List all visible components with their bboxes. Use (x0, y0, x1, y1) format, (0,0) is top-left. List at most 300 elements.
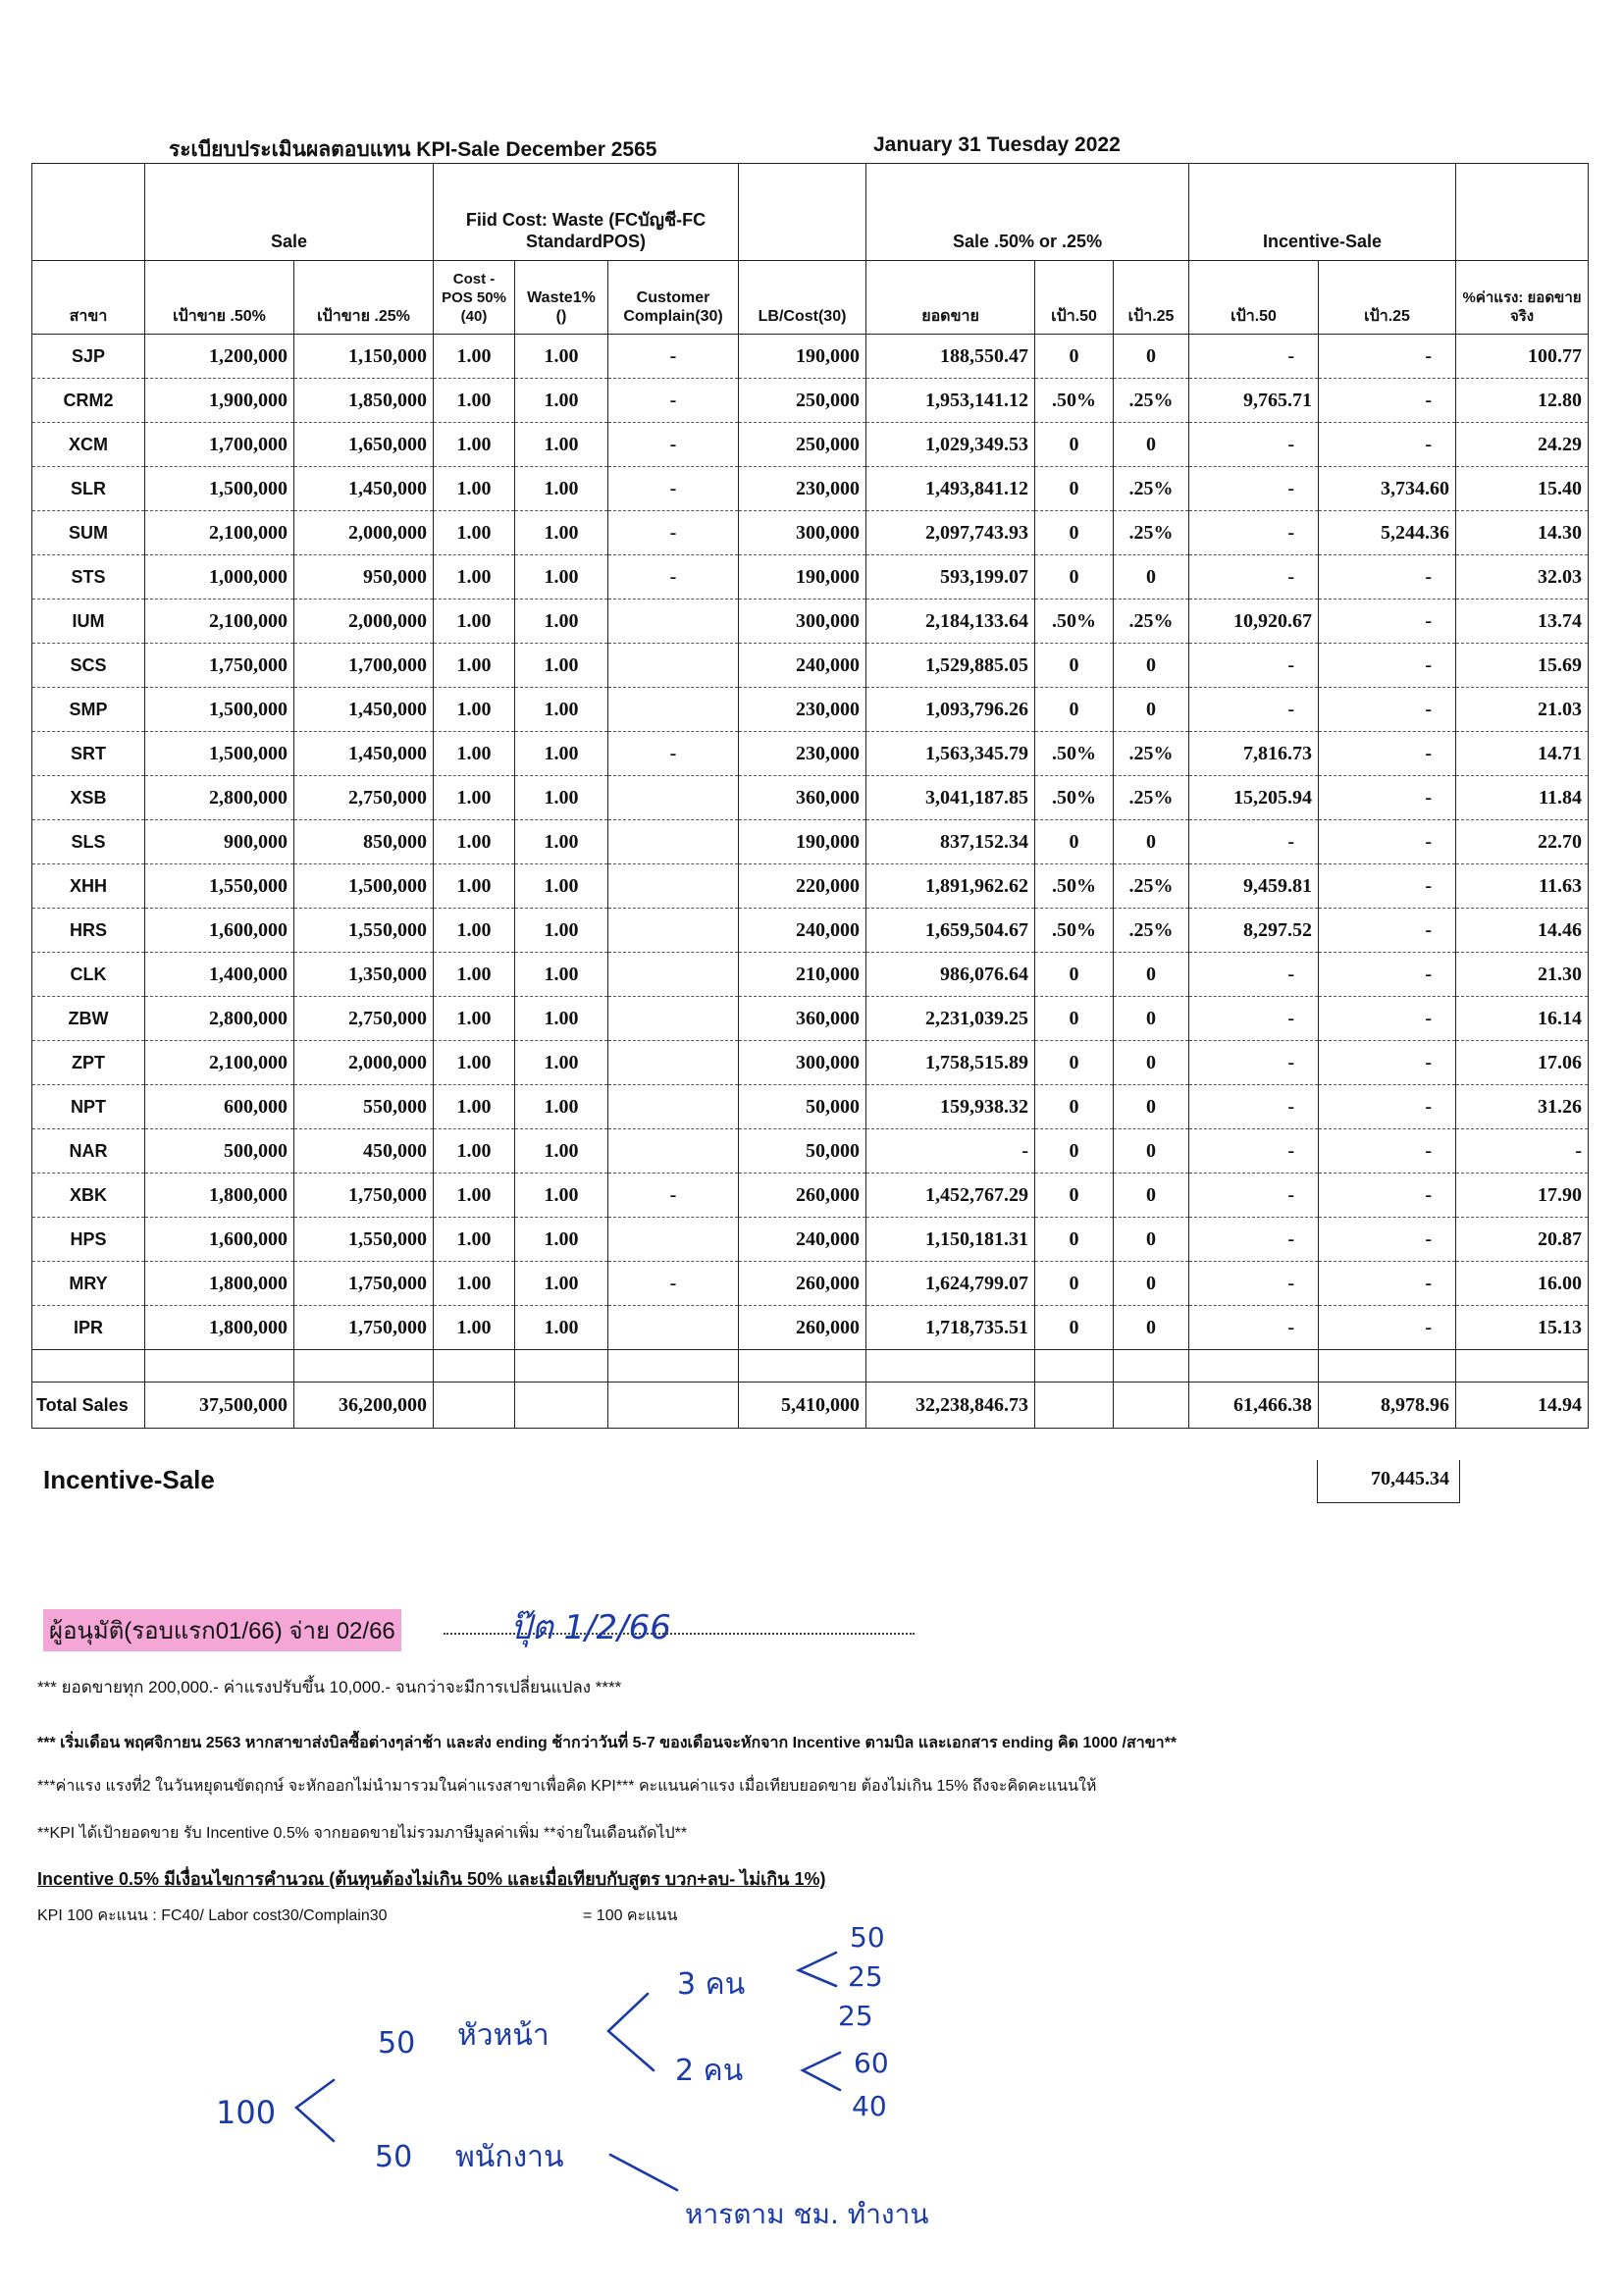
cell-p25: .25% (1114, 467, 1189, 511)
cell-inc50: 15,205.94 (1189, 776, 1319, 820)
hw-v25b: 25 (838, 2000, 873, 2032)
cell-target50: 1,500,000 (145, 732, 294, 776)
cell-p25: .25% (1114, 864, 1189, 909)
cell-complain (608, 997, 739, 1041)
cell-target50: 1,550,000 (145, 864, 294, 909)
cell-branch: IUM (32, 600, 145, 644)
cell-complain (608, 600, 739, 644)
cell-p50: 0 (1035, 997, 1114, 1041)
cell-waste: 1.00 (515, 776, 608, 820)
cell-target25: 1,450,000 (294, 732, 434, 776)
cell-labor-pct: 17.06 (1456, 1041, 1589, 1085)
cell-sales: 1,659,504.67 (866, 909, 1035, 953)
cell-labor-pct: 15.69 (1456, 644, 1589, 688)
table-row (32, 1129, 1589, 1174)
total-labor-pct: 14.94 (1456, 1383, 1589, 1429)
approval-label: ผู้อนุมัติ(รอบแรก01/66) จ่าย 02/66 (43, 1609, 401, 1651)
cell-branch: XCM (32, 423, 145, 467)
table-row (32, 1218, 1589, 1262)
cell-target50: 500,000 (145, 1129, 294, 1174)
cell-sales: 1,093,796.26 (866, 688, 1035, 732)
cell-p50: 0 (1035, 423, 1114, 467)
cell-cost-pos: 1.00 (434, 335, 515, 379)
cell-target25: 1,850,000 (294, 379, 434, 423)
cell-waste: 1.00 (515, 1041, 608, 1085)
table-row (32, 467, 1589, 511)
cell-target50: 1,800,000 (145, 1262, 294, 1306)
col-header-waste: Waste1% () (515, 261, 608, 335)
blank-row (32, 1350, 1589, 1383)
cell-p50: 0 (1035, 1262, 1114, 1306)
cell-inc25: - (1319, 997, 1456, 1041)
incentive-sale-label: Incentive-Sale (43, 1465, 215, 1494)
group-header-sale: Sale (145, 164, 434, 261)
cell-complain (608, 953, 739, 997)
cell-branch: IPR (32, 1306, 145, 1350)
cell-cost-pos: 1.00 (434, 776, 515, 820)
cell-target25: 850,000 (294, 820, 434, 864)
cell-labor-pct: 21.03 (1456, 688, 1589, 732)
cell-waste: 1.00 (515, 688, 608, 732)
cell-labor-pct: 16.14 (1456, 997, 1589, 1041)
cell-waste: 1.00 (515, 600, 608, 644)
cell-sales: 2,097,743.93 (866, 511, 1035, 555)
cell-sales: 2,231,039.25 (866, 997, 1035, 1041)
cell-lbcost: 50,000 (739, 1129, 866, 1174)
cell-inc50: - (1189, 1218, 1319, 1262)
cell-target50: 900,000 (145, 820, 294, 864)
cell-complain (608, 820, 739, 864)
total-sales: 32,238,846.73 (866, 1383, 1035, 1429)
cell-p25: 0 (1114, 1218, 1189, 1262)
cell-inc50: - (1189, 820, 1319, 864)
cell-target25: 1,150,000 (294, 335, 434, 379)
cell-target25: 1,500,000 (294, 864, 434, 909)
cell-p25: .25% (1114, 909, 1189, 953)
cell-cost-pos: 1.00 (434, 1262, 515, 1306)
cell-cost-pos: 1.00 (434, 467, 515, 511)
cell-lbcost: 240,000 (739, 909, 866, 953)
cell-branch: SJP (32, 335, 145, 379)
hw-two: 2 คน (675, 2054, 744, 2088)
hw-staff: พนักงาน (455, 2140, 564, 2174)
cell-lbcost: 300,000 (739, 511, 866, 555)
cell-lbcost: 230,000 (739, 732, 866, 776)
cell-inc25: - (1319, 644, 1456, 688)
cell-waste: 1.00 (515, 1262, 608, 1306)
total-label: Total Sales (32, 1383, 145, 1429)
cell-lbcost: 260,000 (739, 1174, 866, 1218)
cell-target25: 450,000 (294, 1129, 434, 1174)
hw-branch-head (608, 1994, 654, 2070)
cell-target50: 1,200,000 (145, 335, 294, 379)
hw-three: 3 คน (677, 1967, 746, 2002)
cell-complain (608, 909, 739, 953)
cell-inc50: - (1189, 335, 1319, 379)
cell-cost-pos: 1.00 (434, 600, 515, 644)
cell-inc50: - (1189, 644, 1319, 688)
total-target50: 37,500,000 (145, 1383, 294, 1429)
cell-inc50: - (1189, 1174, 1319, 1218)
total-row (32, 1383, 1589, 1429)
cell-p25: 0 (1114, 953, 1189, 997)
cell-lbcost: 240,000 (739, 644, 866, 688)
table-row (32, 953, 1589, 997)
cell-inc25: - (1319, 600, 1456, 644)
cell-labor-pct: 20.87 (1456, 1218, 1589, 1262)
cell-labor-pct: 14.71 (1456, 732, 1589, 776)
group-header-food-cost: Fiid Cost: Waste (FCบัญชี-FC StandardPOS) (434, 164, 739, 261)
cell-sales: 1,150,181.31 (866, 1218, 1035, 1262)
cell-sales: 837,152.34 (866, 820, 1035, 864)
note-2: *** เริ่มเดือน พฤศจิกายน 2563 หากสาขาส่งบิลซื้อต่างๆล่าช้า และส่ง ending ช้ากว่าวันที่ 5-7 ของเดือนจะหักจาก Incentive ตามบิล และเอกสาร ending คิด 1000 /สาขา** (37, 1735, 1178, 1751)
cell-p50: .50% (1035, 909, 1114, 953)
cell-target50: 1,400,000 (145, 953, 294, 997)
col-header-branch: สาขา (32, 261, 145, 335)
cell-target50: 2,100,000 (145, 511, 294, 555)
cell-cost-pos: 1.00 (434, 1129, 515, 1174)
cell-target50: 1,000,000 (145, 555, 294, 600)
total-target25: 36,200,000 (294, 1383, 434, 1429)
cell-lbcost: 250,000 (739, 379, 866, 423)
cell-lbcost: 260,000 (739, 1262, 866, 1306)
cell-labor-pct: 15.40 (1456, 467, 1589, 511)
cell-sales: 593,199.07 (866, 555, 1035, 600)
cell-branch: NAR (32, 1129, 145, 1174)
table-row (32, 423, 1589, 467)
cell-p25: 0 (1114, 644, 1189, 688)
cell-waste: 1.00 (515, 864, 608, 909)
cell-target50: 1,600,000 (145, 909, 294, 953)
cell-waste: 1.00 (515, 732, 608, 776)
cell-inc50: 8,297.52 (1189, 909, 1319, 953)
col-header-complain: Customer Complain(30) (608, 261, 739, 335)
cell-waste: 1.00 (515, 1085, 608, 1129)
cell-p50: 0 (1035, 1129, 1114, 1174)
cell-cost-pos: 1.00 (434, 864, 515, 909)
cell-sales: 1,758,515.89 (866, 1041, 1035, 1085)
cell-inc25: - (1319, 1174, 1456, 1218)
cell-complain (608, 644, 739, 688)
cell-target50: 1,750,000 (145, 644, 294, 688)
cell-labor-pct: 21.30 (1456, 953, 1589, 997)
cell-lbcost: 300,000 (739, 600, 866, 644)
cell-p50: 0 (1035, 1174, 1114, 1218)
cell-target50: 1,600,000 (145, 1218, 294, 1262)
cell-labor-pct: 13.74 (1456, 600, 1589, 644)
cell-sales: 159,938.32 (866, 1085, 1035, 1129)
cell-sales: 986,076.64 (866, 953, 1035, 997)
cell-branch: XBK (32, 1174, 145, 1218)
cell-target25: 1,350,000 (294, 953, 434, 997)
cell-waste: 1.00 (515, 820, 608, 864)
cell-target50: 1,500,000 (145, 467, 294, 511)
cell-waste: 1.00 (515, 335, 608, 379)
cell-complain: - (608, 379, 739, 423)
table-row (32, 379, 1589, 423)
cell-inc50: - (1189, 1262, 1319, 1306)
cell-inc25: - (1319, 1306, 1456, 1350)
cell-inc25: - (1319, 688, 1456, 732)
cell-branch: CRM2 (32, 379, 145, 423)
cell-target25: 2,750,000 (294, 997, 434, 1041)
cell-branch: ZPT (32, 1041, 145, 1085)
cell-branch: SLR (32, 467, 145, 511)
table-row (32, 600, 1589, 644)
cell-target25: 1,750,000 (294, 1306, 434, 1350)
cell-waste: 1.00 (515, 953, 608, 997)
cell-cost-pos: 1.00 (434, 1041, 515, 1085)
cell-inc50: - (1189, 1085, 1319, 1129)
cell-p25: .25% (1114, 379, 1189, 423)
hw-arrow-split (610, 2155, 677, 2190)
cell-labor-pct: - (1456, 1129, 1589, 1174)
cell-sales: 1,029,349.53 (866, 423, 1035, 467)
cell-complain: - (608, 1262, 739, 1306)
cell-labor-pct: 14.30 (1456, 511, 1589, 555)
cell-lbcost: 190,000 (739, 820, 866, 864)
total-inc25: 8,978.96 (1319, 1383, 1456, 1429)
col-header-target50: เป้าขาย .50% (145, 261, 294, 335)
cell-p25: .25% (1114, 732, 1189, 776)
cell-complain (608, 1041, 739, 1085)
note-4: **KPI ได้เป้ายอดขาย รับ Incentive 0.5% จากยอดขายไม่รวมภาษีมูลค่าเพิ่ม **จ่ายในเดือนถัดไป** (37, 1825, 688, 1842)
table-row (32, 820, 1589, 864)
cell-waste: 1.00 (515, 379, 608, 423)
cell-target25: 1,550,000 (294, 909, 434, 953)
cell-labor-pct: 15.13 (1456, 1306, 1589, 1350)
cell-inc25: - (1319, 1262, 1456, 1306)
hw-50-staff: 50 (375, 2140, 413, 2174)
table-row (32, 335, 1589, 379)
table-row (32, 909, 1589, 953)
report-date: January 31 Tuesday 2022 (873, 133, 1121, 156)
cell-sales: 1,529,885.05 (866, 644, 1035, 688)
table-row (32, 1085, 1589, 1129)
cell-complain: - (608, 1174, 739, 1218)
cell-complain: - (608, 423, 739, 467)
cell-lbcost: 230,000 (739, 688, 866, 732)
handwritten-signature: ปุ๊ต 1/2/66 (510, 1608, 671, 1647)
cell-target25: 1,450,000 (294, 467, 434, 511)
cell-inc50: - (1189, 953, 1319, 997)
cell-branch: HRS (32, 909, 145, 953)
col-header-target25: เป้าขาย .25% (294, 261, 434, 335)
cell-inc50: - (1189, 1041, 1319, 1085)
kpi-table (31, 163, 1589, 1429)
cell-p50: 0 (1035, 1306, 1114, 1350)
cell-target50: 2,800,000 (145, 776, 294, 820)
cell-target50: 2,800,000 (145, 997, 294, 1041)
cell-inc25: - (1319, 864, 1456, 909)
cell-p50: .50% (1035, 379, 1114, 423)
signature-line (444, 1617, 915, 1635)
cell-waste: 1.00 (515, 997, 608, 1041)
cell-lbcost: 220,000 (739, 864, 866, 909)
hw-v40: 40 (852, 2090, 887, 2122)
cell-waste: 1.00 (515, 1174, 608, 1218)
lbcost-top-cell (739, 164, 866, 261)
cell-p25: 0 (1114, 1041, 1189, 1085)
cell-sales: 1,953,141.12 (866, 379, 1035, 423)
cell-branch: SRT (32, 732, 145, 776)
total-lbcost: 5,410,000 (739, 1383, 866, 1429)
table-row (32, 864, 1589, 909)
cell-complain (608, 688, 739, 732)
cell-cost-pos: 1.00 (434, 688, 515, 732)
cell-inc25: - (1319, 1085, 1456, 1129)
cell-waste: 1.00 (515, 467, 608, 511)
cell-inc50: - (1189, 997, 1319, 1041)
cell-inc50: 9,765.71 (1189, 379, 1319, 423)
cell-p25: 0 (1114, 1129, 1189, 1174)
table-row (32, 511, 1589, 555)
cell-cost-pos: 1.00 (434, 953, 515, 997)
cell-inc50: - (1189, 688, 1319, 732)
cell-inc50: - (1189, 1129, 1319, 1174)
table-body (32, 335, 1589, 1350)
cell-waste: 1.00 (515, 1218, 608, 1262)
cell-sales: 1,624,799.07 (866, 1262, 1035, 1306)
cell-target50: 1,800,000 (145, 1306, 294, 1350)
col-header-p50: เป้า.50 (1035, 261, 1114, 335)
cell-p25: 0 (1114, 423, 1189, 467)
page-title: ระเบียบประเมินผลตอบแทน KPI-Sale December 2565 (169, 138, 657, 161)
cell-inc25: - (1319, 335, 1456, 379)
hw-50-head: 50 (378, 2026, 416, 2061)
cell-p25: 0 (1114, 688, 1189, 732)
cell-branch: STS (32, 555, 145, 600)
hw-branch-three (799, 1953, 836, 1986)
cell-inc25: - (1319, 820, 1456, 864)
cell-p50: 0 (1035, 688, 1114, 732)
note-3: ***ค่าแรง แรงที่2 ในวันหยุดนขัตฤกษ์ จะหักออกไม่นำมารวมในค่าแรงสาขาเพื่อคิด KPI*** คะแนนค่าแรง เมื่อเทียบยอดขาย ต้องไม่เกิน 15% ถึงจะคิดคะแนนให้ (37, 1778, 1097, 1795)
table-row (32, 688, 1589, 732)
cell-target50: 1,800,000 (145, 1174, 294, 1218)
cell-lbcost: 190,000 (739, 555, 866, 600)
hw-head: หัวหน้า (457, 2018, 550, 2053)
hw-v60: 60 (854, 2047, 889, 2079)
col-header-inc25: เป้า.25 (1319, 261, 1456, 335)
cell-complain: - (608, 511, 739, 555)
cell-inc50: - (1189, 555, 1319, 600)
cell-lbcost: 360,000 (739, 776, 866, 820)
cell-complain (608, 864, 739, 909)
cell-lbcost: 210,000 (739, 953, 866, 997)
cell-inc25: - (1319, 1129, 1456, 1174)
cell-branch: CLK (32, 953, 145, 997)
cell-sales: 1,493,841.12 (866, 467, 1035, 511)
cell-lbcost: 240,000 (739, 1218, 866, 1262)
cell-target25: 1,650,000 (294, 423, 434, 467)
cell-lbcost: 300,000 (739, 1041, 866, 1085)
cell-p50: .50% (1035, 732, 1114, 776)
cell-branch: SCS (32, 644, 145, 688)
cell-waste: 1.00 (515, 511, 608, 555)
cell-p50: 0 (1035, 555, 1114, 600)
cell-p25: 0 (1114, 1174, 1189, 1218)
cell-sales: 3,041,187.85 (866, 776, 1035, 820)
cell-p25: 0 (1114, 555, 1189, 600)
cell-target25: 550,000 (294, 1085, 434, 1129)
cell-cost-pos: 1.00 (434, 732, 515, 776)
cell-labor-pct: 16.00 (1456, 1262, 1589, 1306)
cell-p50: 0 (1035, 467, 1114, 511)
cell-branch: NPT (32, 1085, 145, 1129)
cell-p25: 0 (1114, 1262, 1189, 1306)
cell-p25: .25% (1114, 511, 1189, 555)
cell-target25: 1,550,000 (294, 1218, 434, 1262)
cell-p25: 0 (1114, 1085, 1189, 1129)
cell-branch: XHH (32, 864, 145, 909)
cell-labor-pct: 11.84 (1456, 776, 1589, 820)
hw-v50: 50 (850, 1921, 885, 1954)
cell-sales: 188,550.47 (866, 335, 1035, 379)
cell-labor-pct: 24.29 (1456, 423, 1589, 467)
cell-p25: 0 (1114, 335, 1189, 379)
hw-100: 100 (216, 2094, 277, 2131)
cell-waste: 1.00 (515, 1129, 608, 1174)
cell-complain: - (608, 732, 739, 776)
col-header-cost-pos: Cost - POS 50%(40) (434, 261, 515, 335)
cell-sales: 2,184,133.64 (866, 600, 1035, 644)
cell-cost-pos: 1.00 (434, 1306, 515, 1350)
cell-inc25: - (1319, 776, 1456, 820)
cell-cost-pos: 1.00 (434, 379, 515, 423)
cell-inc50: 7,816.73 (1189, 732, 1319, 776)
pct-top-cell (1456, 164, 1589, 261)
cell-cost-pos: 1.00 (434, 1218, 515, 1262)
cell-waste: 1.00 (515, 555, 608, 600)
cell-lbcost: 230,000 (739, 467, 866, 511)
cell-target50: 1,900,000 (145, 379, 294, 423)
cell-inc25: - (1319, 953, 1456, 997)
cell-p25: .25% (1114, 600, 1189, 644)
cell-branch: HPS (32, 1218, 145, 1262)
incentive-sale-value: 70,445.34 (1317, 1460, 1460, 1503)
cell-branch: ZBW (32, 997, 145, 1041)
cell-inc25: - (1319, 1041, 1456, 1085)
cell-target50: 1,700,000 (145, 423, 294, 467)
hw-branch-100 (296, 2080, 334, 2141)
cell-inc50: - (1189, 1306, 1319, 1350)
cell-p25: .25% (1114, 776, 1189, 820)
table-row (32, 776, 1589, 820)
group-header-incentive-sale: Incentive-Sale (1189, 164, 1456, 261)
cell-lbcost: 260,000 (739, 1306, 866, 1350)
col-header-lbcost: LB/Cost(30) (739, 261, 866, 335)
cell-target25: 950,000 (294, 555, 434, 600)
group-header-sale-pct: Sale .50% or .25% (866, 164, 1189, 261)
cell-labor-pct: 32.03 (1456, 555, 1589, 600)
cell-cost-pos: 1.00 (434, 820, 515, 864)
cell-inc25: - (1319, 909, 1456, 953)
cell-complain: - (608, 335, 739, 379)
cell-sales: - (866, 1129, 1035, 1174)
cell-p25: 0 (1114, 997, 1189, 1041)
cell-cost-pos: 1.00 (434, 909, 515, 953)
cell-target50: 2,100,000 (145, 600, 294, 644)
cell-cost-pos: 1.00 (434, 644, 515, 688)
cell-labor-pct: 100.77 (1456, 335, 1589, 379)
cell-inc25: - (1319, 379, 1456, 423)
cell-sales: 1,718,735.51 (866, 1306, 1035, 1350)
cell-target50: 600,000 (145, 1085, 294, 1129)
cell-target50: 2,100,000 (145, 1041, 294, 1085)
cell-labor-pct: 14.46 (1456, 909, 1589, 953)
table-row (32, 1041, 1589, 1085)
col-header-inc50: เป้า.50 (1189, 261, 1319, 335)
